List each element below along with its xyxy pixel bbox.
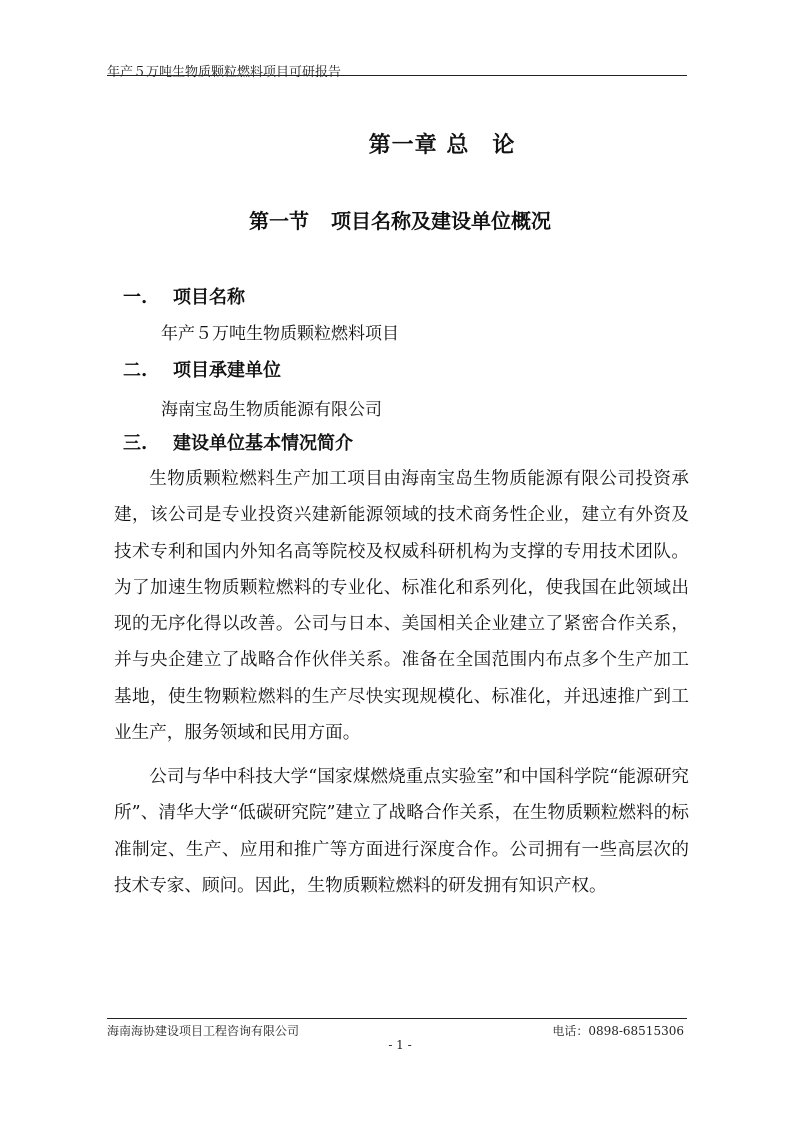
footer-divider [107,1018,687,1019]
section-heading: 项目名称及建设单位概况 [331,209,551,233]
item-number: 二. [123,360,148,381]
project-name-value: 年产５万吨生物质颗粒燃料项目 [161,324,399,344]
page-number: - 1 - [388,1038,412,1052]
item-heading-text: 建设单位基本情况简介 [173,433,353,454]
item-number: 三. [123,433,148,454]
header-divider [107,75,687,76]
body-paragraph-2: 公司与华中科技大学“国家煤燃烧重点实验室”和中国科学院“能源研究所”、清华大学“低碳研究院”建立了战略合作关系，在生物质颗粒燃料的标准制定、生产、应用和推广等方面进行深度合作。公司拥有一些高层次的技术专家、顾问。因此，生物质颗粒燃料的研发拥有知识产权。 [114,767,689,896]
item-heading-3 [123,429,353,455]
footer-phone: 电话：0898-68515306 [552,1024,684,1038]
running-header: 年产５万吨生物质颗粒燃料项目可研报告 [107,65,342,80]
body-paragraph-1: 生物质颗粒燃料生产加工项目由海南宝岛生物质能源有限公司投资承建，该公司是专业投资兴建新能源领域的技术商务性企业，建立有外资及技术专利和国内外知名高等院校及权威科研机构为支撑的专用技术团队。为了加速生物质颗粒燃料的专业化、标准化和系列化，使我国在此领域出现的无序化得以改善。公司与日本、美国相关企业建立了紧密合作关系，并与央企建立了战略合作伙伴关系。准备在全国范围内布点多个生产加工基地，使生物颗粒燃料的生产尽快实现规模化、标准化，并迅速推广到工业生产，服务领域和民用方面。 [114,469,689,744]
footer-company: 海南海协建设项目工程咨询有限公司 [107,1024,300,1038]
contractor-value: 海南宝岛生物质能源有限公司 [161,400,382,420]
item-number: 一. [123,287,148,308]
section-title [0,205,800,234]
section-number: 第一节 [249,209,309,233]
item-heading-text: 项目名称 [173,287,245,308]
item-heading-1 [123,283,245,309]
chapter-title: 第一章 总 论 [368,132,516,158]
item-heading-text: 项目承建单位 [173,360,281,381]
item-heading-2 [123,356,281,382]
